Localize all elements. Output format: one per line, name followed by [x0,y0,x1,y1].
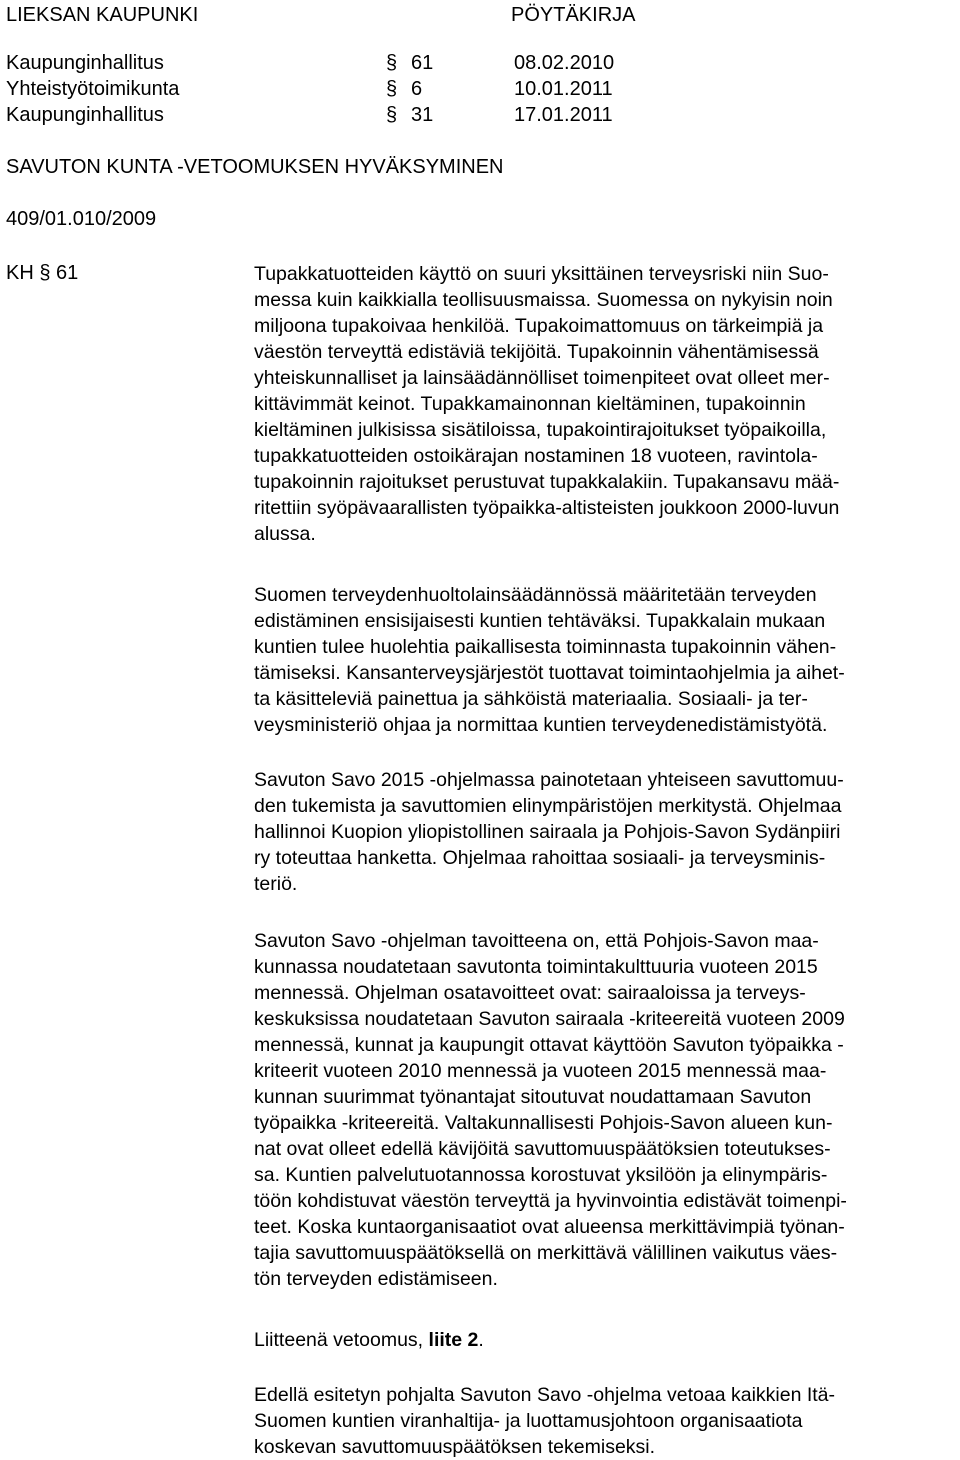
text-line: den tukemista ja savuttomien elinympäristöjen merkitystä. Ohjelmaa [254,795,842,817]
subject-title: SAVUTON KUNTA -VETOOMUKSEN HYVÄKSYMINEN [6,156,504,178]
text-line: kriteerit vuoteen 2010 mennessä ja vuoteen 2015 mennessä maa- [254,1060,827,1082]
text-line: töön kohdistuvat väestön terveyttä ja hyvinvointia edistävät toimenpi- [254,1190,847,1212]
text-line: keskuksissa noudatetaan Savuton sairaala -kriteereitä vuoteen 2009 [254,1008,845,1030]
meeting-organ: Kaupunginhallitus [6,52,164,74]
meeting-organ: Yhteistyötoimikunta [6,78,180,100]
meeting-date: 08.02.2010 [514,52,615,74]
text-line: Suomen terveydenhuoltolainsäädännössä määritetään terveyden [254,584,817,606]
text-line: tön terveyden edistämiseen. [254,1268,498,1290]
text-line: alussa. [254,523,316,545]
text-line: Edellä esitetyn pohjalta Savuton Savo -ohjelma vetoaa kaikkien Itä- [254,1384,836,1406]
text-line: hallinnoi Kuopion yliopistollinen sairaala ja Pohjois-Savon Sydänpiiri [254,821,841,843]
text-line: tupakkatuotteiden ostoikärajan nostaminen 18 vuoteen, ravintola- [254,445,818,467]
document-header [6,2,946,30]
attachment-suffix: . [478,1329,484,1351]
text-line: yhteiskunnalliset ja lainsäädännölliset toimenpiteet ovat olleet mer- [254,367,830,389]
attachment-reference: liite 2 [428,1329,479,1351]
text-line: tämiseksi. Kansanterveysjärjestöt tuottavat toimintaohjelmia ja aihet- [254,662,845,684]
text-line: Savuton Savo 2015 -ohjelmassa painotetaan yhteiseen savuttomuu- [254,769,844,791]
text-line: ry toteuttaa hanketta. Ohjelmaa rahoittaa sosiaali- ja terveysminis- [254,847,826,869]
meeting-date: 10.01.2011 [514,78,613,100]
text-line: mennessä, kunnat ja kaupungit ottavat käyttöön Savuton työpaikka - [254,1034,844,1056]
text-line: tupakoinnin rajoitukset perustuvat tupakkalakiin. Tupakansavu mää- [254,471,840,493]
text-line: kuntien tulee huolehtia paikallisesta toiminnasta tupakoinnin vähen- [254,636,837,658]
meeting-date: 17.01.2011 [514,104,613,126]
text-line: työpaikka -kriteereitä. Valtakunnallisesti Pohjois-Savon alueen kun- [254,1112,833,1134]
text-line: ta käsitteleviä painettua ja sähköistä materiaalia. Sosiaali- ja ter- [254,688,808,710]
diary-number: 409/01.010/2009 [6,208,157,230]
text-line: nat ovat olleet edellä kävijöitä savuttomuuspäätöksien toteutukses- [254,1138,831,1160]
document-type: PÖYTÄKIRJA [511,4,636,26]
text-line: kunnassa noudatetaan savutonta toimintakulttuuria vuoteen 2015 [254,956,818,978]
text-line: kunnan suurimmat työnantajat sitoutuvat noudattamaan Savuton [254,1086,812,1108]
section-number: 61 [411,52,434,74]
attachment-prefix: Liitteenä vetoomus, [254,1329,429,1351]
paragraph-tobacco-risk [254,261,954,547]
paragraph-savuton-savo-2015 [254,767,954,897]
text-line: Tupakkatuotteiden käyttö on suuri yksittäinen terveysriski niin Suo- [254,263,829,285]
meeting-entry [6,50,906,76]
text-line: kieltäminen julkisissa sisätiloissa, tupakointirajoitukset työpaikoilla, [254,419,827,441]
text-line: väestön terveyttä edistäviä tekijöitä. Tupakoinnin vähentämisessä [254,341,819,363]
text-line: miljoona tupakoivaa henkilöä. Tupakoimattomuus on tärkeimpiä ja [254,315,824,337]
meeting-entry [6,76,906,102]
text-line: ritettiin syöpävaarallisten työpaikka-altisteisten joukkoon 2000-luvun [254,497,840,519]
text-line: koskevan savuttomuuspäätöksen tekemiseksi. [254,1436,656,1458]
text-line: teet. Koska kuntaorganisaatiot ovat alueensa merkittävimpiä työnan- [254,1216,845,1238]
text-line: tajia savuttomuuspäätöksellä on merkittävä välillinen vaikutus väes- [254,1242,838,1264]
section-sign: § [386,52,398,74]
meeting-organ: Kaupunginhallitus [6,104,164,126]
municipality-name: LIEKSAN KAUPUNKI [6,4,199,26]
text-line: kittävimmät keinot. Tupakkamainonnan kieltäminen, tupakoinnin [254,393,806,415]
paragraph-programme-goals [254,928,954,1292]
text-line: teriö. [254,873,298,895]
attachment-note [254,1327,954,1353]
kh-section-label: KH § 61 [6,262,79,284]
text-line: Savuton Savo -ohjelman tavoitteena on, että Pohjois-Savon maa- [254,930,819,952]
paragraph-proposal [254,1382,954,1460]
text-line: mennessä. Ohjelman osatavoitteet ovat: sairaaloissa ja terveys- [254,982,806,1004]
meeting-entry [6,102,906,128]
section-sign: § [386,104,398,126]
text-line: edistäminen ensisijaisesti kuntien tehtäväksi. Tupakkalain mukaan [254,610,826,632]
section-sign: § [386,78,398,100]
text-line: Suomen kuntien viranhaltija- ja luottamusjohtoon organisaatiota [254,1410,803,1432]
section-number: 6 [411,78,423,100]
text-line: sa. Kuntien palvelutuotannossa korostuvat yksilöön ja elinympäris- [254,1164,828,1186]
text-line: messa kuin kaikkialla teollisuusmaissa. Suomessa on nykyisin noin [254,289,833,311]
text-line: veysministeriö ohjaa ja normittaa kuntien terveydenedistämistyötä. [254,714,828,736]
paragraph-health-legislation [254,582,954,738]
section-number: 31 [411,104,434,126]
